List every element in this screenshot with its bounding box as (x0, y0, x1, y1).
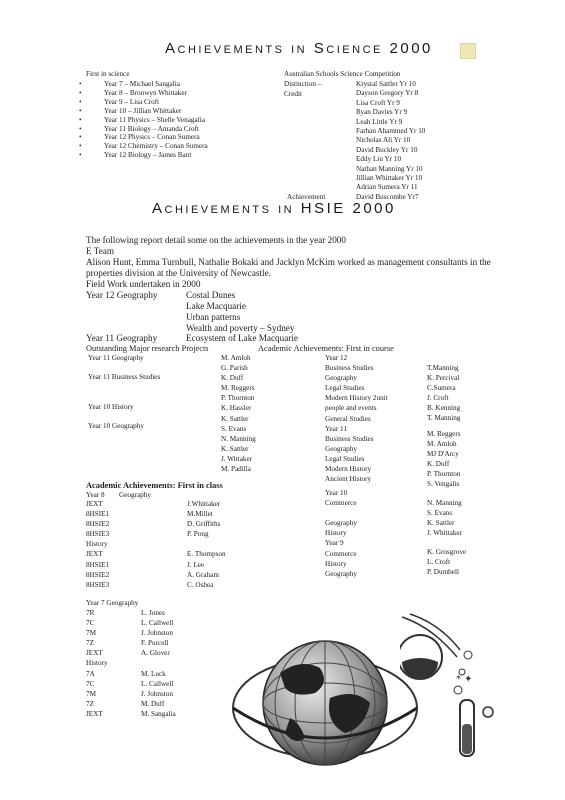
list-item: MJ D'Arcy (427, 450, 459, 459)
class-y8-subject: Geography (119, 491, 151, 499)
list-item: J. Croft (427, 394, 449, 403)
class-y8-label: Year 8 (86, 491, 105, 499)
list-item: 7M (86, 629, 96, 638)
list-item: L. Callwell (141, 619, 174, 628)
list-item: JEXT (86, 649, 103, 658)
project-course: Year 11 Geography (88, 354, 144, 362)
list-item: M. Sangalia (141, 709, 176, 718)
list-item: Farhan Ahammed Yr 10 (356, 126, 426, 135)
list-item: K. Sattler (221, 444, 249, 453)
list-item: History (325, 559, 347, 568)
list-item: Urban patterns (186, 312, 241, 322)
list-item: J. Johnston (141, 689, 173, 698)
list-item: 7C (86, 679, 95, 688)
list-item (141, 659, 176, 669)
academic-names-y11 (427, 430, 461, 491)
list-item: K. Duff (427, 460, 450, 469)
list-item: Costal Dunes (186, 290, 236, 300)
list-item: History (86, 540, 108, 549)
list-item: Geography (325, 444, 357, 453)
list-item: Leah Little Yr 9 (356, 117, 403, 126)
list-item: Eddy Liu Yr 10 (356, 155, 402, 164)
list-item: 8HSIE3 (86, 530, 110, 539)
list-item: M. Amloh (221, 354, 251, 362)
class-y7-names (141, 609, 176, 720)
first-in-science-heading: First in science (86, 70, 130, 78)
list-item: L. Jones (141, 609, 165, 617)
list-item: M. Reggers (221, 384, 255, 393)
list-item: 7Z (86, 699, 94, 708)
projects-heading: Outstanding Major research Projects (86, 344, 209, 353)
list-item: Geography (325, 374, 357, 383)
list-item: L. Callwell (141, 679, 174, 688)
chemistry-flask-icon (400, 612, 520, 762)
list-item: History (325, 529, 347, 538)
academic-heading: Academic Achievements: First in course (258, 344, 394, 353)
list-item: Commerce (325, 549, 357, 558)
list-item: T. Manning (427, 414, 461, 423)
list-item: JEXT (86, 500, 103, 508)
list-item: L. Croft (427, 558, 451, 567)
list-item: Adrian Sumera Yr 11 (356, 183, 418, 192)
small-logo-icon (460, 43, 476, 59)
list-item: History (86, 659, 108, 668)
list-item: 7C (86, 619, 95, 628)
list-item: 8HSIE2 (86, 570, 110, 579)
list-item: P. Thornton (427, 470, 461, 479)
list-item: A. Graham (187, 570, 219, 579)
list-item: K. Percival (427, 374, 460, 383)
list-item: Wealth and poverty – Sydney (186, 323, 295, 333)
hsie-title: Achievements in HSIE 2000 (152, 200, 396, 217)
list-item: Lisa Croft Yr 9 (356, 98, 400, 107)
list-item: 8HSIE3 (86, 580, 110, 589)
project-course: Year 11 Business Studies (88, 373, 161, 381)
list-item: • Year 8 – Bronwyn Whittaker (104, 89, 208, 98)
year-label: Year 12 (325, 354, 348, 362)
list-item: K. Sattler (427, 519, 455, 528)
list-item: Dayson Gregory Yr 8 (356, 89, 419, 98)
list-item: David Buckley Yr 10 (356, 145, 418, 154)
list-item: J. Johnston (141, 629, 173, 638)
list-item: M. Luck (141, 669, 166, 678)
list-item: 8HSIE2 (86, 520, 110, 529)
list-item: JEXT (86, 550, 103, 559)
list-item: • Year 7 – Michael Sangalia (104, 80, 208, 89)
list-item: • Year 12 Biology – James Bant (104, 151, 208, 160)
list-item: 8HSIE1 (86, 510, 110, 519)
list-item: K. Hassler (221, 404, 252, 413)
competition-names (356, 80, 425, 202)
list-item: S. Vengalis (427, 480, 460, 489)
list-item: Ancient History (325, 475, 372, 484)
list-item: Nathan Manning Yr 10 (356, 164, 423, 173)
list-item: C.Sumera (427, 384, 456, 393)
list-item (325, 509, 357, 519)
list-item: K. Duff (221, 374, 244, 383)
list-item: F. Purcell (141, 639, 169, 648)
list-item: K. Grosgrove (427, 548, 467, 556)
fieldwork-y12-label: Year 12 Geography (86, 290, 158, 300)
credit-label: Credit (284, 90, 302, 98)
list-item: J. Whittaker (427, 529, 462, 538)
fieldwork-y11-label: Year 11 Geography (86, 333, 158, 343)
list-item: • Year 11 Physics – Shelle Venagalia (104, 116, 208, 125)
year-label: Year 10 (325, 489, 348, 497)
list-item: people and events (325, 404, 377, 413)
svg-text:* ✦: * ✦ (456, 674, 473, 685)
list-item: E. Thompson (187, 550, 226, 559)
list-item: Business Studies (325, 364, 374, 373)
academic-names-top (427, 364, 460, 425)
list-item: J. Lee (187, 560, 205, 569)
list-item: Ryan Davies Yr 9 (356, 108, 408, 117)
academic-y10-names (427, 499, 462, 539)
list-item: Modern History (325, 465, 372, 474)
academic-subjects (325, 354, 388, 485)
team-paragraph: Alison Hunt, Emma Turnbull, Nathalie Bokaki and Jacklyn McKim worked as management consultants in the properties division at the University of Newcastle. (86, 257, 491, 278)
list-item: S. Evans (221, 424, 247, 433)
list-item: N. Manning (427, 499, 462, 507)
list-item: 7M (86, 689, 96, 698)
class-y7-label: Year 7 Geography (86, 599, 139, 607)
list-item: S. Evans (427, 509, 453, 518)
list-item: Krystal Sattler Yr 10 (356, 80, 416, 88)
list-item: • Year 12 Physics – Conan Sumera (104, 133, 208, 142)
list-item: C. Oshea (187, 580, 214, 589)
list-item: David Buscombe Yr7 (356, 192, 419, 201)
list-item: J.Whittaker (187, 500, 221, 508)
list-item: K. Sattler (221, 414, 249, 423)
list-item: N. Manning (221, 434, 256, 443)
list-item: P. Dumbell (427, 568, 459, 577)
achievement-label: Achievement (287, 193, 326, 201)
list-item: 7Z (86, 639, 94, 648)
distinction-label: Distinction – (284, 80, 322, 88)
project-names (221, 354, 256, 475)
academic-y9-names (427, 548, 466, 578)
list-item: 7A (86, 669, 95, 678)
list-item: M. Duff (141, 699, 165, 708)
list-item: D. Griffiths (187, 520, 221, 529)
list-item: G. Parish (221, 364, 248, 373)
list-item: M.Millet (187, 510, 213, 519)
year-label: Year 9 (325, 539, 344, 548)
list-item: • Year 9 – Lisa Croft (104, 98, 208, 107)
first-in-science-list (104, 80, 208, 160)
fieldwork-y11-item: Ecosystem of Lake Macquarie (186, 333, 298, 343)
fieldwork-heading: Field Work undertaken in 2000 (86, 279, 201, 289)
list-item: J. Wittaker (221, 454, 253, 463)
list-item: M. Reggers (427, 430, 461, 438)
academic-y10-subjects (325, 489, 357, 580)
class-y7-classes (86, 609, 108, 720)
list-item: 7R (86, 609, 95, 617)
list-item: P. Pong (187, 530, 209, 539)
class-y8-classes (86, 500, 109, 591)
year-label: Year 11 (325, 424, 347, 433)
list-item: M. Amloh (427, 440, 457, 449)
list-item: B. Kenning (427, 404, 461, 413)
intro-text: The following report detail some on the achievements in the year 2000 (86, 235, 346, 245)
list-item: General Studies (325, 414, 371, 423)
class-y8-names (187, 500, 226, 591)
list-item: • Year 12 Chemistry – Conan Sumera (104, 142, 208, 151)
list-item: • Year 10 – Jillian Whittaker (104, 107, 208, 116)
list-item: 8HSIE1 (86, 560, 110, 569)
class-heading: Academic Achievements: First in class (86, 481, 223, 490)
team-label: E Team (86, 246, 115, 256)
list-item: JEXT (86, 709, 103, 718)
list-item: A. Glover (141, 649, 170, 658)
project-course: Year 10 History (88, 403, 134, 411)
science-title: Achievements in Science 2000 (165, 40, 433, 57)
list-item: Geography (325, 519, 357, 528)
list-item: Nicholas Ali Yr 10 (356, 136, 411, 145)
list-item: P. Thornton (221, 394, 255, 403)
list-item: T.Manning (427, 364, 459, 372)
list-item: Modern History 2unit (325, 394, 388, 403)
list-item: Legal Studies (325, 454, 365, 463)
competition-heading: Australian Schools Science Competition (284, 70, 401, 78)
globe-icon (230, 628, 420, 778)
fieldwork-y12-items (186, 290, 294, 334)
list-item: M. Padilla (221, 465, 251, 474)
list-item: Business Studies (325, 434, 374, 443)
list-item: Jillian Whittaker Yr 10 (356, 173, 423, 182)
list-item: Geography (325, 569, 357, 578)
list-item: Lake Macquarie (186, 301, 246, 311)
list-item: • Year 11 Biology – Amanda Croft (104, 125, 208, 134)
list-item: Commerce (325, 499, 357, 508)
list-item: Legal Studies (325, 384, 365, 393)
project-course: Year 10 Geography (88, 422, 144, 430)
list-item (187, 540, 226, 550)
